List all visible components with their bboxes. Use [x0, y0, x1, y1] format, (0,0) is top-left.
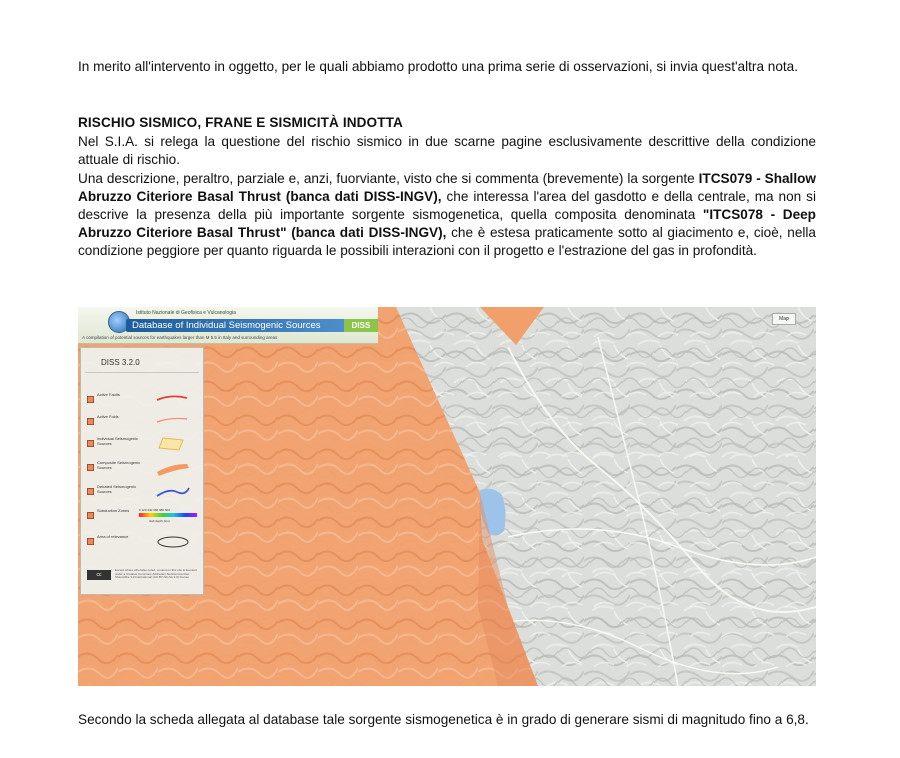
institute-name: Istituto Nazionale di Geofisica e Vulcanologia	[136, 310, 236, 316]
paragraph-sia: Nel S.I.A. si relega la questione del rischio sismico in due scarne pagine esclusivamente descrittive della condizione attuale di rischio.	[78, 134, 816, 168]
legend-item-individual-sources[interactable]	[87, 436, 199, 456]
legend-checkbox[interactable]	[87, 488, 94, 495]
paragraph-sources-text-1: Una descrizione, peraltro, parziale e, anzi, fuorviante, visto che si commenta (brevemente) la sorgente	[78, 170, 699, 186]
legend-checkbox[interactable]	[87, 440, 94, 447]
license-note: Except where otherwise noted, content on this site is licensed under a Creative Commons Attribution-NonCommercial-ShareAlike 3.0 International (CC BY-NC-SA 3.0) license	[115, 568, 197, 580]
active-fault-symbol-icon	[153, 392, 193, 404]
legend-label: Area of relevance	[97, 534, 129, 539]
map-type-button[interactable]: Map	[772, 313, 796, 325]
source-itcs078: "ITCS078 - Deep Abruzzo Citeriore Basal Thrust" (banca dati DISS-INGV),	[78, 206, 816, 241]
legend-checkbox[interactable]	[87, 538, 94, 545]
database-subtitle: A compilation of potential sources for earthquakes larger than M 5.5 in Italy and surrounding areas	[82, 335, 278, 340]
composite-source-symbol-icon	[153, 460, 193, 476]
source-itcs079: ITCS079 - Shallow Abruzzo Citeriore Basal Thrust (banca dati DISS-INGV),	[78, 170, 816, 204]
legend-checkbox[interactable]	[87, 396, 94, 403]
map-legend	[80, 347, 204, 595]
legend-item-area-of-relevance[interactable]	[87, 534, 199, 554]
legend-item-active-faults[interactable]	[87, 392, 199, 412]
legend-item-subduction-zones[interactable]	[87, 508, 199, 528]
intro-paragraph: In merito all'intervento in oggetto, per le quali abbiamo prodotto una prima serie di osservazioni, si invia quest'altra nota.	[78, 59, 799, 74]
legend-checkbox[interactable]	[87, 418, 94, 425]
paragraph-sources	[78, 170, 816, 261]
legend-item-composite-sources[interactable]	[87, 460, 199, 480]
legend-title: DISS 3.2.0	[101, 358, 140, 367]
debated-source-symbol-icon	[153, 484, 193, 500]
legend-checkbox[interactable]	[87, 512, 94, 519]
paragraph-sources-text-3: che è estesa praticamente sotto al giacimento e, cioè, nella condizione peggiore per quanto riguarda le possibili interazioni con il progetto e l'estrazione del gas in profondità.	[78, 225, 816, 259]
section-heading: RISCHIO SISMICO, FRANE E SISMICITÀ INDOTTA	[78, 115, 403, 130]
legend-item-active-folds[interactable]	[87, 414, 199, 434]
diss-banner	[78, 307, 378, 344]
paragraph-sources-text-2: che interessa l'area del gasdotto e della centrale, ma non si descrive la presenza della più importante sorgente sismogenetica, quella composita denominata	[78, 188, 816, 222]
closing-paragraph: Secondo la scheda allegata al database tale sorgente sismogenetica è in grado di generare sismi di magnitudo fino a 6,8.	[78, 712, 809, 727]
legend-label: Composite Seismogenic Sources	[97, 460, 141, 470]
diss-map-figure	[78, 307, 816, 686]
legend-label: Individual Seismogenic Sources	[97, 436, 138, 446]
subduction-depth-colorbar	[139, 513, 197, 517]
legend-item-debated-sources[interactable]	[87, 484, 199, 504]
diss-badge: DISS	[344, 319, 378, 332]
legend-label: Active Folds	[97, 414, 119, 419]
active-fold-symbol-icon	[153, 414, 193, 426]
database-title: Database of Individual Seismogenic Sources	[126, 319, 350, 332]
creative-commons-icon[interactable]: cc	[87, 570, 111, 580]
legend-label: Debated Seismogenic Sources	[97, 484, 137, 494]
legend-label: Active Faults	[97, 392, 120, 397]
individual-source-symbol-icon	[153, 436, 193, 452]
legend-label: Subduction Zones	[97, 508, 130, 513]
subduction-scale-labels: 0 120 240 360 480 600	[139, 508, 170, 512]
area-of-relevance-symbol-icon	[153, 534, 193, 550]
subduction-scale-unit: slab depth (km)	[149, 519, 170, 523]
legend-divider	[85, 372, 199, 373]
legend-checkbox[interactable]	[87, 464, 94, 471]
